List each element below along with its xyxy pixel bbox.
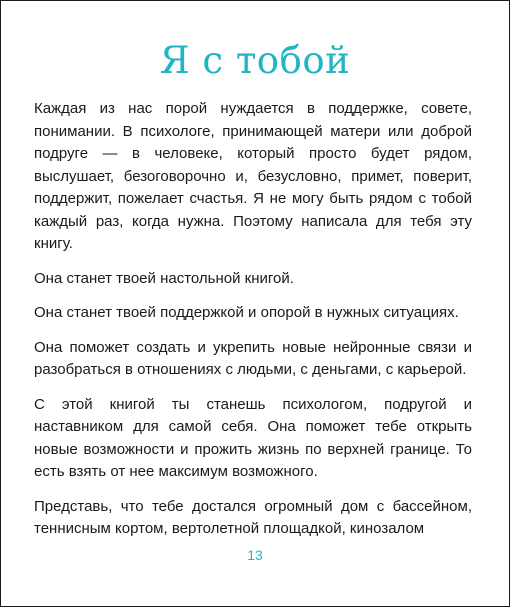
page-number: 13 bbox=[247, 547, 263, 563]
paragraph: Представь, что тебе достался огромный дом с бассейном, теннисным кортом, вертолетной площадкой, кинозалом bbox=[34, 497, 472, 537]
paragraph: Она станет твоей настольной книгой. bbox=[34, 269, 294, 287]
paragraph: Она станет твоей поддержкой и опорой в нужных ситуациях. bbox=[34, 304, 459, 321]
chapter-title: Я с тобой bbox=[159, 39, 351, 82]
paragraph: С этой книгой ты станешь психологом, подругой и наставником для самой себя. Она поможет тебе открыть новые возможности и прожить жизнь по верхней границе. То есть взять от нее максимум возможного. bbox=[34, 395, 472, 480]
paragraph: Она поможет создать и укрепить новые нейронные связи и разобраться в отношениях с людьми, с деньгами, с карьерой. bbox=[34, 338, 472, 378]
chapter-body bbox=[34, 98, 472, 541]
paragraph: Каждая из нас порой нуждается в поддержке, совете, понимании. В психологе, принимающей матери или доброй подруге — в человеке, который просто будет рядом, выслушает, безоговорочно и, безусловно, примет, поверит, поддержит, пожелает счастья. Я не могу быть рядом с тобой каждый раз, когда нужна. Поэтому написала для тебя эту книгу. bbox=[34, 100, 472, 252]
